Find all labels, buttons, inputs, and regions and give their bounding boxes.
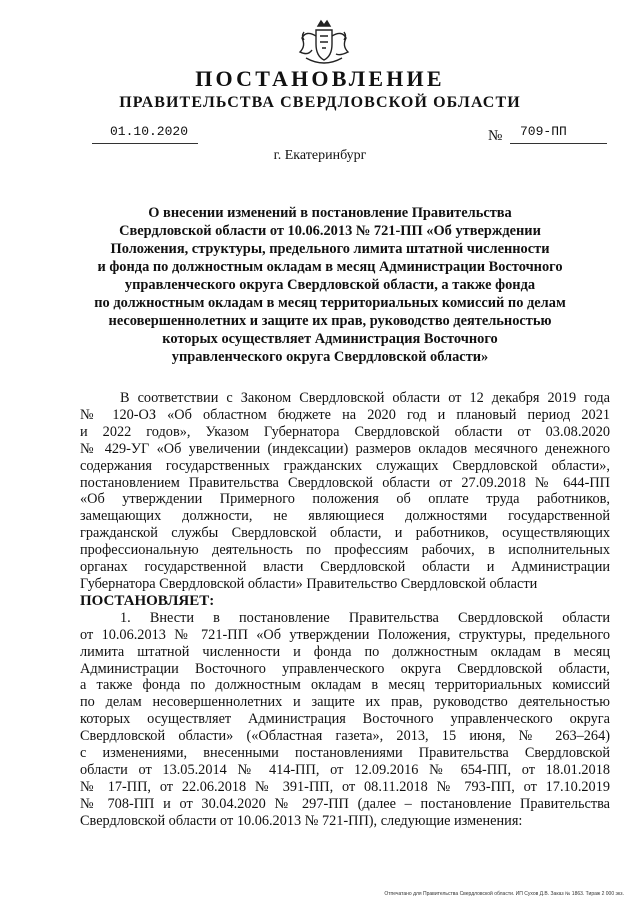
body-line: «Об утверждении Примерного положения об оплате труда работников, (80, 491, 610, 508)
document-heading (80, 204, 580, 366)
document-subtitle: ПРАВИТЕЛЬСТВА СВЕРДЛОВСКОЙ ОБЛАСТИ (119, 94, 521, 111)
document-body (80, 390, 610, 830)
body-line: гражданской службы Свердловской области, и работников, осуществляющих (80, 525, 610, 542)
body-line: Губернатора Свердловской области» Правительство Свердловской области (80, 575, 538, 592)
coat-of-arms-icon (296, 18, 352, 68)
number-sign: № (488, 128, 503, 144)
body-line: № 17-ПП, от 22.06.2018 № 391-ПП, от 08.11.2018 № 793-ПП, от 17.10.2019 (80, 778, 610, 795)
body-line: № 708-ПП и от 30.04.2020 № 297-ПП (далее – постановление Правительства (80, 795, 610, 812)
heading-line: несовершеннолетних и защите их прав, руководство деятельностью (108, 313, 552, 329)
body-line: Свердловской области» («Областная газета», 2013, 15 июня, № 263–264) (80, 728, 610, 745)
heading-line: Положения, структуры, предельного лимита штатной численности (110, 241, 550, 257)
body-line: профессиональную деятельность по профессиям рабочих, в исполнительных (80, 542, 610, 559)
heading-line: которых осуществляет Администрация Восточного (162, 331, 498, 347)
body-line: постановлением Правительства Свердловской области от 27.09.2018 № 644-ПП (80, 474, 610, 491)
heading-line: и фонда по должностным окладам в месяц Администрации Восточного (97, 259, 563, 275)
body-line: Свердловской области от 10.06.2013 № 721-ПП), следующие изменения: (80, 812, 523, 829)
resolves-label: ПОСТАНОВЛЯЕТ: (80, 592, 215, 609)
body-line: замещающих должности, не являющиеся должностями государственной (80, 508, 610, 525)
body-line: которых осуществляет Администрация Восточного управленческого округа (80, 711, 610, 728)
body-line: лимита штатной численности и фонда по должностным окладам в месяц (80, 643, 610, 660)
document-date: 01.10.2020 (110, 124, 189, 139)
body-line: и 2022 годов», Указом Губернатора Свердловской области от 03.08.2020 (80, 423, 610, 440)
body-line: с изменениями, внесенными постановлениями Правительства Свердловской (80, 745, 610, 762)
body-line: области от 13.05.2014 № 414-ПП, от 12.09.2016 № 654-ПП, от 18.01.2018 (80, 761, 610, 778)
body-line: от 10.06.2013 № 721-ПП «Об утверждении Положения, структуры, предельного (80, 626, 610, 643)
print-footer: Отпечатано для Правительства Свердловской области. ИП Сухов Д.В. Заказ № 1863. Тираж 2 000 экз. (384, 891, 624, 897)
body-line: № 429-УГ «Об увеличении (индексации) размеров окладов месячного денежного (80, 440, 610, 457)
heading-line: управленческого округа Свердловской области, а также фонда (124, 277, 536, 293)
body-line: содержания государственных гражданских служащих Свердловской области», (80, 457, 610, 474)
heading-line: Свердловской области от 10.06.2013 № 721-ПП «Об утверждении (119, 223, 541, 239)
body-line: а также фонда по должностным окладам в месяц территориальных комиссий (80, 677, 610, 694)
body-line: Администрации Восточного управленческого округа Свердловской области, (80, 660, 610, 677)
body-line: по делам несовершеннолетних и защите их прав, руководство деятельностью (80, 694, 610, 711)
body-line: органах государственной власти Свердловской области и Администрации (80, 559, 610, 576)
document-title: ПОСТАНОВЛЕНИЕ (195, 66, 445, 91)
document-number: 709-ПП (520, 124, 567, 139)
body-line: В соответствии с Законом Свердловской области от 12 декабря 2019 года (120, 390, 610, 406)
body-line: 1. Внести в постановление Правительства Свердловской области (120, 609, 610, 626)
document-city: г. Екатеринбург (273, 148, 367, 163)
heading-line: управленческого округа Свердловской области» (171, 349, 489, 365)
heading-line: по должностным окладам в месяц территориальных комиссий по делам (94, 295, 566, 311)
heading-line: О внесении изменений в постановление Правительства (148, 205, 512, 221)
body-line: № 120-ОЗ «Об областном бюджете на 2020 год и плановый период 2021 (80, 406, 610, 423)
